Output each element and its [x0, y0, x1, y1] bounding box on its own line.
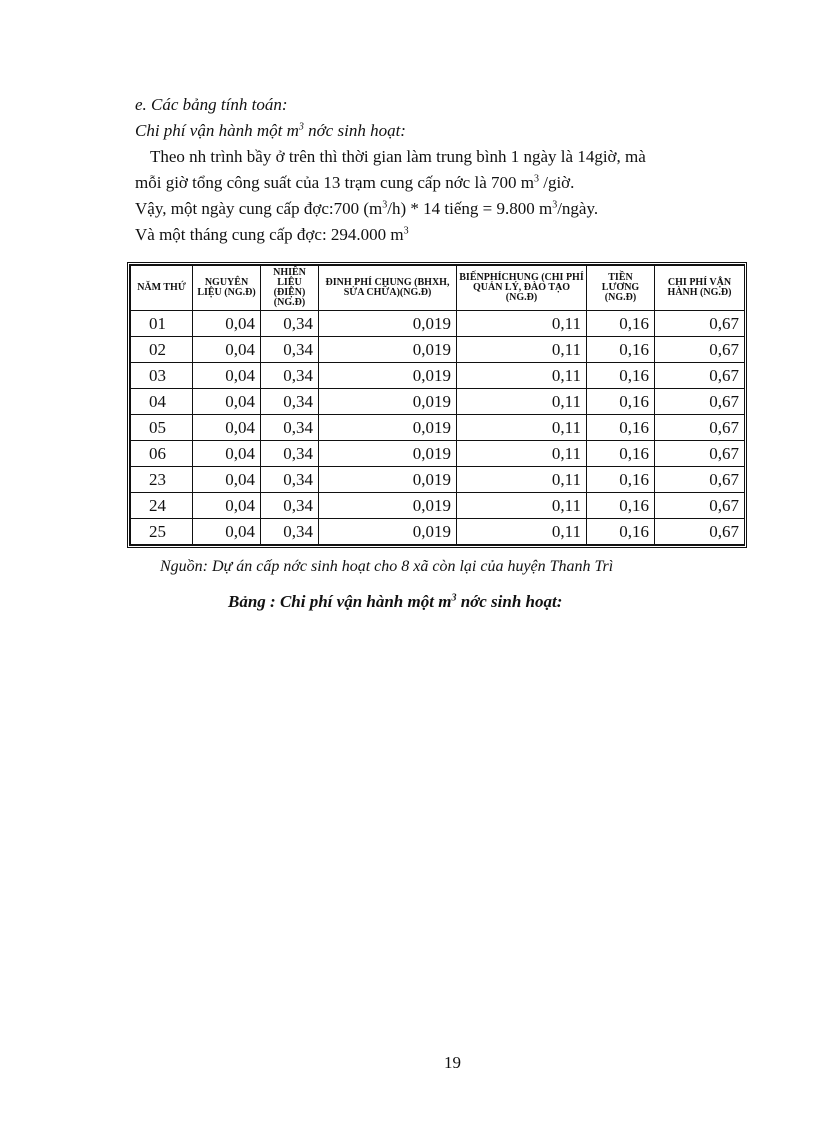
- table-cell: 0,019: [319, 467, 457, 493]
- table-cell: 0,34: [261, 311, 319, 337]
- table-header-row: [131, 266, 745, 311]
- caption-text-end: nớc sinh hoạt:: [456, 592, 563, 611]
- table-cell: 0,019: [319, 363, 457, 389]
- table-row: [131, 493, 745, 519]
- cost-table: [127, 262, 747, 548]
- paragraph-text: Vậy, một ngày cung cấp đợc:700 (m: [135, 199, 383, 218]
- paragraph-line-3: [135, 199, 598, 219]
- table-cell: 0,16: [587, 389, 655, 415]
- table-cell: 0,11: [457, 467, 587, 493]
- table-row: [131, 363, 745, 389]
- table-cell: 0,04: [193, 337, 261, 363]
- superscript: 3: [403, 225, 409, 237]
- header-fuel: NHIÊN LIỆU (ĐIỆN) (NG.Đ): [261, 266, 319, 311]
- table-cell: 0,67: [655, 519, 745, 545]
- superscript: 3: [533, 173, 539, 185]
- source-note: Nguồn: Dự án cấp nớc sinh hoạt cho 8 xã còn lại của huyện Thanh Trì: [160, 558, 614, 575]
- table-cell: 23: [131, 467, 193, 493]
- table-cell: 25: [131, 519, 193, 545]
- header-operating-cost: CHI PHÍ VẬN HÀNH (NG.Đ): [655, 266, 745, 311]
- paragraph-line-4: [135, 225, 409, 245]
- table-row: [131, 441, 745, 467]
- table-cell: 0,34: [261, 363, 319, 389]
- table-cell: 0,019: [319, 415, 457, 441]
- paragraph-text: /h) * 14 tiếng = 9.800 m: [387, 199, 553, 218]
- table-cell: 0,16: [587, 415, 655, 441]
- table-cell: 0,16: [587, 337, 655, 363]
- table-cell: 0,019: [319, 493, 457, 519]
- table-cell: 0,11: [457, 363, 587, 389]
- table-cell: 0,11: [457, 337, 587, 363]
- table-cell: 0,04: [193, 415, 261, 441]
- paragraph-text: /ngày.: [557, 199, 599, 218]
- table-cell: 24: [131, 493, 193, 519]
- paragraph-line-2: [135, 173, 574, 193]
- superscript: 3: [451, 592, 457, 604]
- table-cell: 0,04: [193, 519, 261, 545]
- table-cell: 0,34: [261, 337, 319, 363]
- table-cell: 0,16: [587, 311, 655, 337]
- table-row: [131, 467, 745, 493]
- table-cell: 0,67: [655, 493, 745, 519]
- table-cell: 0,16: [587, 519, 655, 545]
- table-cell: 02: [131, 337, 193, 363]
- table-row: [131, 337, 745, 363]
- table-cell: 0,34: [261, 467, 319, 493]
- table-cell: 0,11: [457, 389, 587, 415]
- table-cell: 0,34: [261, 493, 319, 519]
- table-row: [131, 519, 745, 545]
- table-cell: 04: [131, 389, 193, 415]
- section-heading: e. Các bảng tính toán:: [135, 95, 288, 114]
- table-row: [131, 415, 745, 441]
- table-cell: 0,04: [193, 311, 261, 337]
- table-row: [131, 389, 745, 415]
- caption-text: Bảng : Chi phí vận hành một m: [228, 592, 452, 611]
- table-cell: 0,67: [655, 441, 745, 467]
- superscript: 3: [382, 199, 388, 211]
- table-cell: 0,04: [193, 493, 261, 519]
- table-cell: 01: [131, 311, 193, 337]
- table-cell: 0,04: [193, 441, 261, 467]
- paragraph-text: Và một tháng cung cấp đợc: 294.000 m: [135, 225, 404, 244]
- table-cell: 0,34: [261, 389, 319, 415]
- table-cell: 0,019: [319, 311, 457, 337]
- table-cell: 0,34: [261, 519, 319, 545]
- table-cell: 0,67: [655, 415, 745, 441]
- table-cell: 0,16: [587, 467, 655, 493]
- table-cell: 0,67: [655, 389, 745, 415]
- header-variable-cost: BIẾNPHÍCHUNG (CHI PHÍ QUẢN LÝ, ĐÀO TẠO (NG.Đ): [457, 266, 587, 311]
- table-cell: 0,04: [193, 389, 261, 415]
- table-cell: 0,67: [655, 363, 745, 389]
- header-year: NĂM THỨ: [131, 266, 193, 311]
- table-cell: 0,11: [457, 415, 587, 441]
- table-cell: 0,019: [319, 519, 457, 545]
- table-cell: 0,34: [261, 441, 319, 467]
- table-cell: 0,019: [319, 441, 457, 467]
- table-cell: 0,11: [457, 519, 587, 545]
- table-cell: 0,11: [457, 493, 587, 519]
- paragraph-text: mỗi giờ tổng công suất của 13 trạm cung cấp nớc là 700 m: [135, 173, 534, 192]
- paragraph-text: /giờ.: [538, 173, 575, 192]
- table-cell: 0,11: [457, 441, 587, 467]
- table-cell: 05: [131, 415, 193, 441]
- table-cell: 0,11: [457, 311, 587, 337]
- table-cell: 0,04: [193, 467, 261, 493]
- header-fixed-cost: ĐINH PHÍ CHUNG (BHXH, SỬA CHỮA)(NG.Đ): [319, 266, 457, 311]
- page-number: 19: [444, 1053, 461, 1072]
- subheading-text: Chi phí vận hành một m: [135, 121, 299, 140]
- header-raw-material: NGUYÊN LIỆU (NG.Đ): [193, 266, 261, 311]
- subheading: [135, 121, 406, 141]
- table-cell: 0,67: [655, 467, 745, 493]
- table-cell: 0,019: [319, 337, 457, 363]
- table-row: [131, 311, 745, 337]
- superscript: 3: [298, 121, 304, 133]
- table-cell: 03: [131, 363, 193, 389]
- table-cell: 0,16: [587, 363, 655, 389]
- table-cell: 0,16: [587, 493, 655, 519]
- table-caption: [228, 592, 562, 612]
- superscript: 3: [552, 199, 558, 211]
- paragraph-line-1: Theo nh trình bầy ở trên thì thời gian làm trung bình 1 ngày là 14giờ, mà: [150, 147, 646, 166]
- table-cell: 0,67: [655, 337, 745, 363]
- table-cell: 0,019: [319, 389, 457, 415]
- subheading-text-end: nớc sinh hoạt:: [303, 121, 406, 140]
- table-cell: 0,16: [587, 441, 655, 467]
- table-cell: 06: [131, 441, 193, 467]
- table-cell: 0,04: [193, 363, 261, 389]
- header-salary: TIỀN LƯƠNG (NG.Đ): [587, 266, 655, 311]
- table-cell: 0,67: [655, 311, 745, 337]
- table-cell: 0,34: [261, 415, 319, 441]
